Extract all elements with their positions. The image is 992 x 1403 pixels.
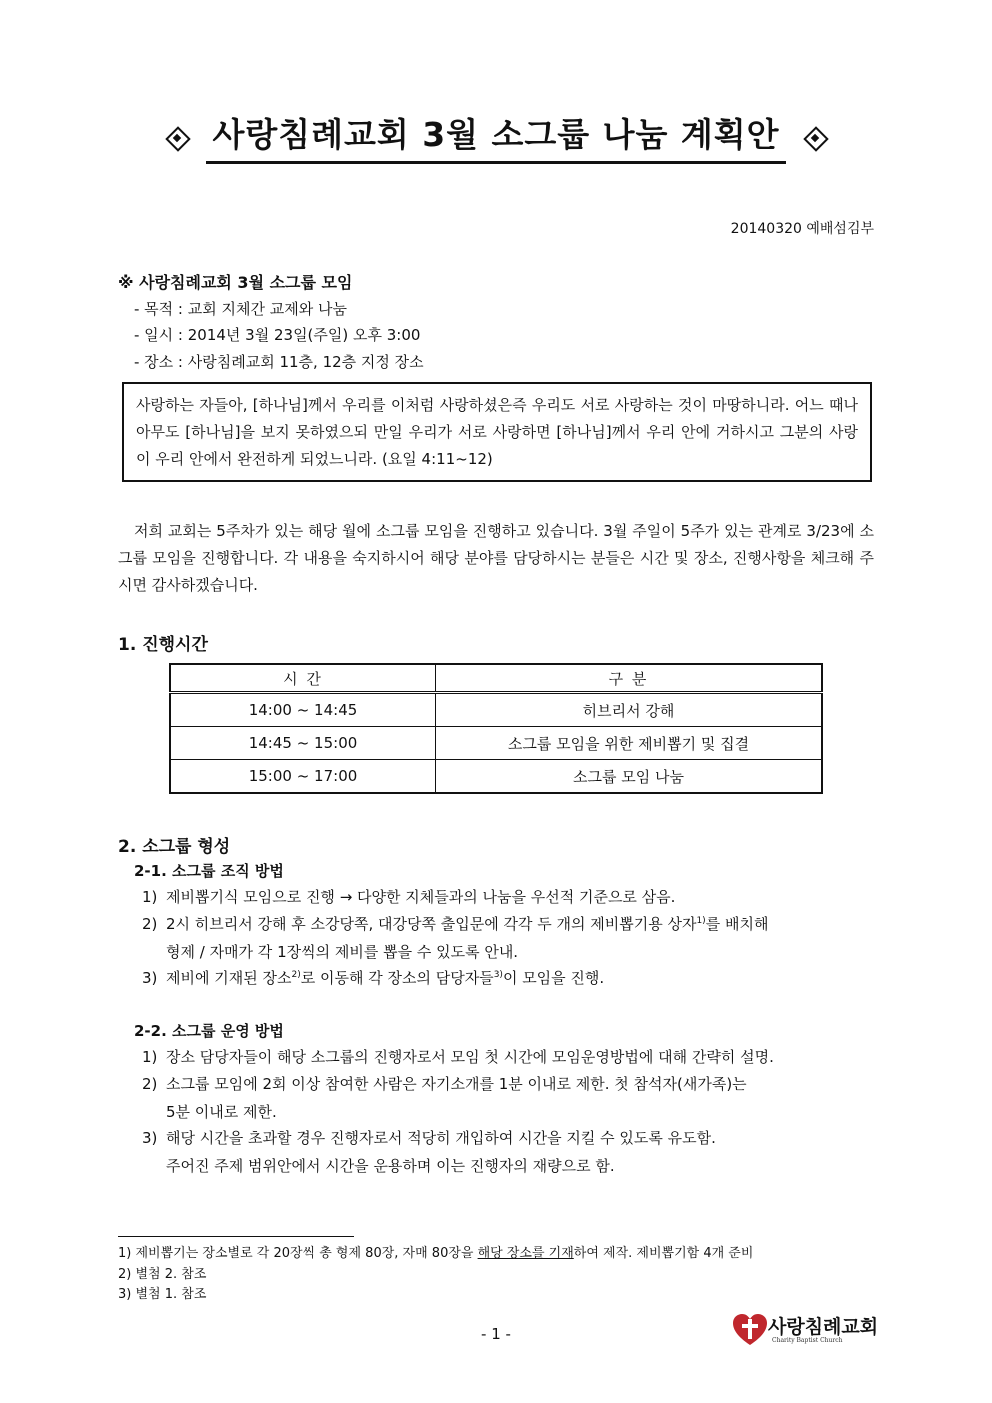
item-continuation: 주어진 주제 범위안에서 시간을 운용하며 이는 진행자의 재량으로 함. xyxy=(166,1157,615,1175)
subsection-2-1-heading: 2-1. 소그룹 조직 방법 xyxy=(134,862,284,880)
logo-subtitle: Charity Baptist Church xyxy=(772,1337,843,1344)
meeting-heading: ※ 사랑침례교회 3월 소그룹 모임 xyxy=(118,273,353,292)
list-item xyxy=(142,965,874,992)
row-time: 14:00 ~ 14:45 xyxy=(170,693,436,727)
item-number: 2) xyxy=(142,1075,158,1093)
row-desc: 소그룹 모임을 위한 제비뽑기 및 집결 xyxy=(436,727,823,760)
diamond-right-icon xyxy=(804,127,826,149)
item-continuation: 형제 / 자매가 각 1장씩의 제비를 뽑을 수 있도록 안내. xyxy=(166,943,519,961)
row-desc: 소그룹 모임 나눔 xyxy=(436,760,823,794)
diamond-left-icon xyxy=(166,127,188,149)
item-text: 이 모임을 진행. xyxy=(502,969,605,987)
item-text: 소그룹 모임에 2회 이상 참여한 사람은 자기소개를 1분 이내로 제한. 첫 참석자(새가족)는 xyxy=(166,1075,747,1093)
scripture-box: 사랑하는 자들아, [하나님]께서 우리를 이처럼 사랑하셨은즉 우리도 서로 사랑하는 것이 마땅하니라. 어느 때나 아무도 [하나님]을 보지 못하였으되 만일 우리가 서로 사랑하면 [하나님]께서 우리 안에 거하시고 그분의 사랑이 우리 안에서 완전하게 되었느니라. (요일 4:11~12) xyxy=(122,382,872,482)
item-number: 1) xyxy=(142,888,158,906)
list-item xyxy=(142,1071,874,1098)
footnote-1 xyxy=(118,1242,753,1261)
item-number: 1) xyxy=(142,1048,158,1066)
footnote-divider xyxy=(118,1236,354,1237)
row-time: 14:45 ~ 15:00 xyxy=(170,727,436,760)
header-type: 구 분 xyxy=(436,664,823,693)
item-text: 를 배치해 xyxy=(705,915,769,933)
title-row xyxy=(118,108,874,168)
list-item xyxy=(142,1125,874,1152)
footnote-underlined: 해당 장소를 기재 xyxy=(477,1246,574,1261)
item-text: 장소 담당자들이 해당 소그룹의 진행자로서 모임 첫 시간에 모임운영방법에 대해 간략히 설명. xyxy=(166,1048,774,1066)
table-row xyxy=(170,727,822,760)
item-continuation: 5분 이내로 제한. xyxy=(166,1103,277,1121)
item-number: 3) xyxy=(142,969,158,987)
item-number: 3) xyxy=(142,1129,158,1147)
meeting-purpose: - 목적 : 교회 지체간 교제와 나눔 xyxy=(134,300,347,318)
section2-heading: 2. 소그룹 형성 xyxy=(118,837,231,857)
page-number: - 1 - xyxy=(481,1325,511,1343)
row-time: 15:00 ~ 17:00 xyxy=(170,760,436,794)
meeting-place: - 장소 : 사랑침례교회 11층, 12층 지정 장소 xyxy=(134,353,424,371)
header-time: 시 간 xyxy=(170,664,436,693)
section1-heading: 1. 진행시간 xyxy=(118,635,208,655)
footnote-ref: 1) xyxy=(696,916,706,926)
date-author: 20140320 예배섬김부 xyxy=(730,221,874,237)
list-item xyxy=(142,1044,874,1071)
footnote-ref: 3) xyxy=(493,970,503,980)
schedule-table xyxy=(169,663,823,794)
logo-name: 사랑침례교회 xyxy=(768,1316,879,1338)
church-logo xyxy=(732,1311,882,1351)
subsection-2-2-heading: 2-2. 소그룹 운영 방법 xyxy=(134,1022,284,1040)
intro-paragraph xyxy=(118,518,874,599)
row-desc: 히브리서 강해 xyxy=(436,693,823,727)
item-text: 2시 히브리서 강해 후 소강당쪽, 대강당쪽 출입문에 각각 두 개의 제비뽑기용 상자 xyxy=(166,915,697,933)
footnote-3: 3) 별첨 1. 참조 xyxy=(118,1287,207,1302)
list-item xyxy=(142,884,874,911)
list-item xyxy=(142,911,874,938)
footnote-text: 하여 제작. 제비뽑기함 4개 준비 xyxy=(573,1246,754,1261)
item-text: 해당 시간을 초과할 경우 진행자로서 적당히 개입하여 시간을 지킬 수 있도록 유도함. xyxy=(166,1129,716,1147)
item-text: 제비뽑기식 모임으로 진행 → 다양한 지체들과의 나눔을 우선적 기준으로 삼음. xyxy=(166,888,676,906)
meeting-datetime: - 일시 : 2014년 3월 23일(주일) 오후 3:00 xyxy=(134,326,421,344)
item-text: 제비에 기재된 장소 xyxy=(166,969,292,987)
table-header-row xyxy=(170,664,822,693)
intro-text: 저희 교회는 5주차가 있는 해당 월에 소그룹 모임을 진행하고 있습니다. 3월 주일이 5주가 있는 관계로 3/23에 소그룹 모임을 진행합니다. 각 내용을 숙지하시어 해당 분야를 담당하시는 분들은 시간 및 장소, 진행사항을 체크해 주시면 감사하겠습니다. xyxy=(118,522,874,594)
footnote-text: 1) 제비뽑기는 장소별로 각 20장씩 총 형제 80장, 자매 80장을 xyxy=(118,1246,478,1261)
table-row xyxy=(170,760,822,794)
footnote-ref: 2) xyxy=(291,970,301,980)
heart-cross-icon xyxy=(732,1313,768,1347)
document-title: 사랑침례교회 3월 소그룹 나눔 계획안 xyxy=(206,113,785,164)
table-row xyxy=(170,693,822,727)
item-text: 로 이동해 각 장소의 담당자들 xyxy=(300,969,494,987)
footnote-2: 2) 별첨 2. 참조 xyxy=(118,1267,207,1282)
item-number: 2) xyxy=(142,915,158,933)
